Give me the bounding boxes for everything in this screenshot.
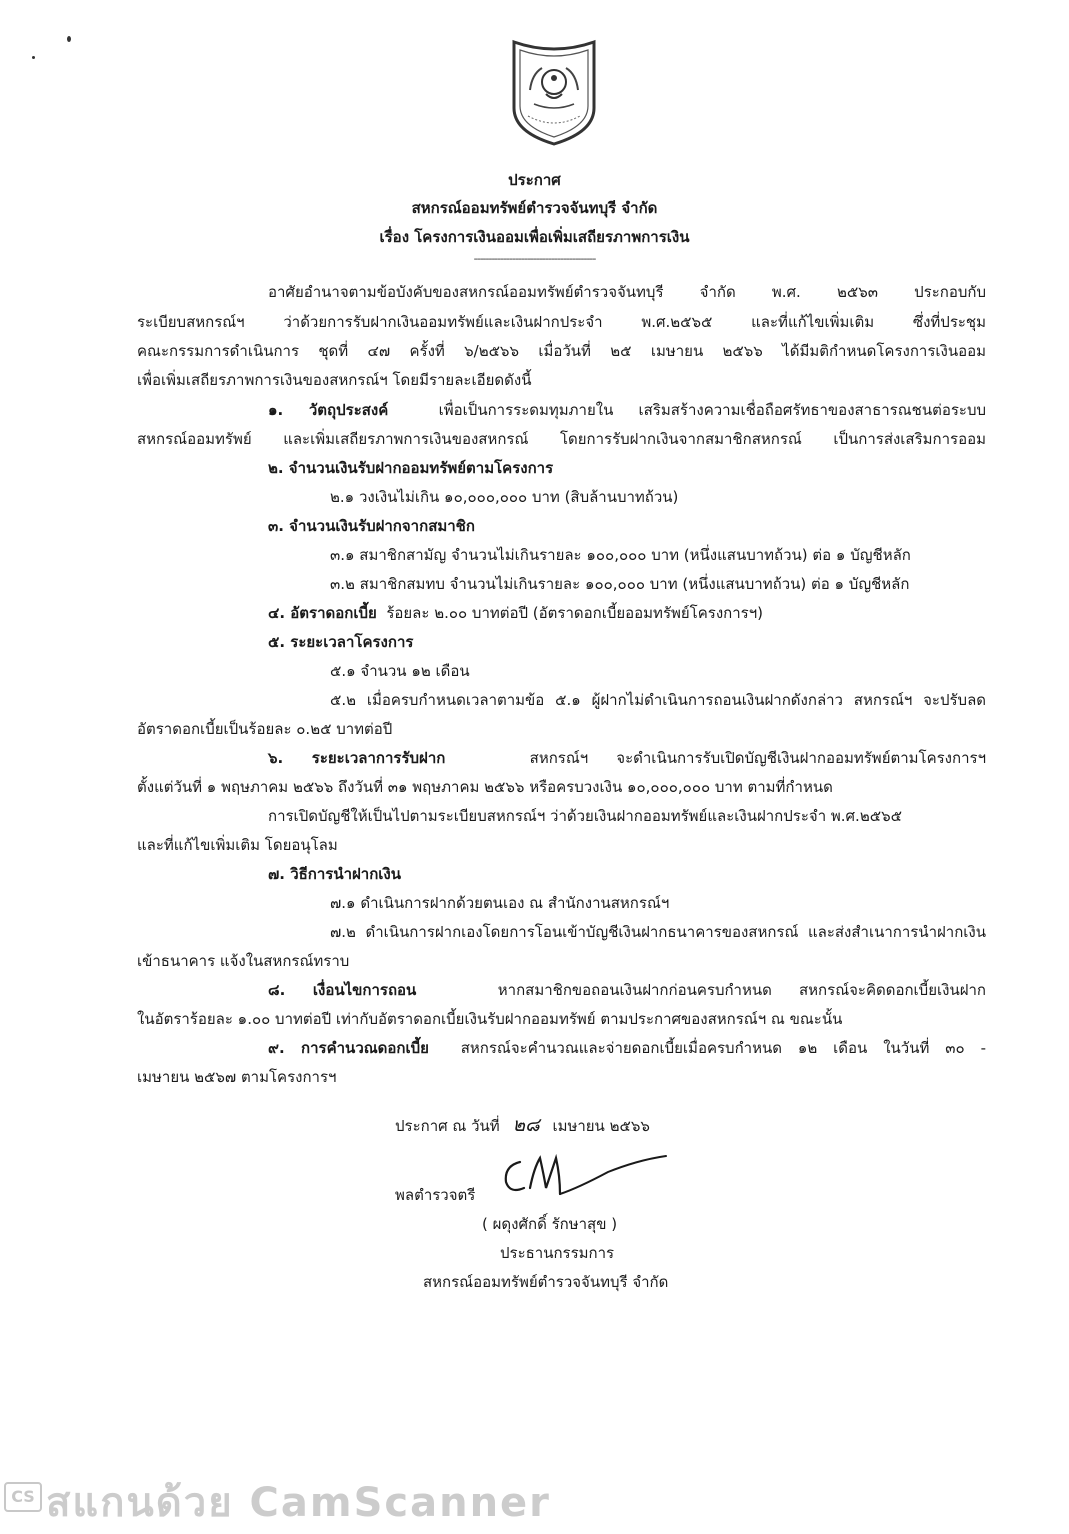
doc-org: สหกรณ์ออมทรัพย์ตำรวจจันทบุรี จำกัด [411,199,658,217]
section-5-heading: ๕. ระยะเวลาโครงการ [268,633,414,651]
section-5-item-2-cont: อัตราดอกเบี้ยเป็นร้อยละ ๐.๒๕ บาทต่อปี [137,720,393,738]
section-8-heading: ๘. เงื่อนไขการถอน [268,981,417,999]
camscanner-badge: CS [4,1482,42,1512]
section-6-line-4: และที่แก้ไขเพิ่มเติม โดยอนุโลม [137,836,338,854]
section-6-line-3: การเปิดบัญชีให้เป็นไปตามระเบียบสหกรณ์ฯ ว่าด้วยเงินฝากออมทรัพย์และเงินฝากประจำ พ.ศ.๒๕๖๕ [268,807,902,825]
announce-date-day: ๒๘ [512,1114,540,1136]
announce-date-prefix: ประกาศ ณ วันที่ [395,1117,500,1135]
section-6 [268,746,986,770]
section-5-item-2: ๕.๒ เมื่อครบกำหนดเวลาตามข้อ ๕.๑ ผู้ฝากไม่ดำเนินการถอนเงินฝากดังกล่าว สหกรณ์ฯ จะปรับลด [330,691,986,709]
section-6-heading: ๖. ระยะเวลาการรับฝาก [268,749,446,767]
camscanner-watermark: สแกนด้วย CamScanner [46,1480,551,1526]
section-3-item-2: ๓.๒ สมาชิกสมทบ จำนวนไม่เกินรายละ ๑๐๐,๐๐๐ บาท (หนึ่งแสนบาทถ้วน) ต่อ ๑ บัญชีหลัก [330,575,910,593]
coop-emblem-logo [508,38,600,146]
handwritten-signature [498,1148,668,1200]
section-8-text: หากสมาชิกขอถอนเงินฝากก่อนครบกำหนด สหกรณ์จะคิดดอกเบี้ยเงินฝาก [497,981,986,999]
section-6-line-2: ตั้งแต่วันที่ ๑ พฤษภาคม ๒๕๖๖ ถึงวันที่ ๓๑ พฤษภาคม ๒๕๖๖ หรือครบวงเงิน ๑๐,๐๐๐,๐๐๐ บาท ตามที่กำหนด [137,778,833,796]
doc-title: ประกาศ [508,171,561,189]
signer-position: ประธานกรรมการ [500,1244,615,1262]
section-5-item-1: ๕.๑ จำนวน ๑๒ เดือน [330,662,470,680]
signer-org: สหกรณ์ออมทรัพย์ตำรวจจันทบุรี จำกัด [423,1273,669,1291]
section-8-cont: ในอัตราร้อยละ ๑.๐๐ บาทต่อปี เท่ากับอัตราดอกเบี้ยเงินรับฝากออมทรัพย์ ตามประกาศของสหกรณ์ฯ ณ ขณะนั้น [137,1010,843,1028]
section-7-item-2-cont: เข้าธนาคาร แจ้งในสหกรณ์ทราบ [137,952,350,970]
header-divider: ----------------------------------------- [473,252,596,265]
section-9-cont: เมษายน ๒๕๖๗ ตามโครงการฯ [137,1068,337,1086]
section-3-heading: ๓. จำนวนเงินรับฝากจากสมาชิก [268,517,475,535]
signer-name: ( ผดุงศักดิ์ รักษาสุข ) [482,1215,618,1233]
section-1-text: เพื่อเป็นการระดมทุมภายใน เสริมสร้างความเชื่อถือศรัทธาของสาธารณชนต่อระบบ [438,401,986,419]
section-9-text: สหกรณ์จะคำนวณและจ่ายดอกเบี้ยเมื่อครบกำหนด ๑๒ เดือน ในวันที่ ๓๐ - [460,1039,986,1057]
intro-line-1: อาศัยอำนาจตามข้อบังคับของสหกรณ์ออมทรัพย์ตำรวจจันทบุรี จำกัด พ.ศ. ๒๕๖๓ ประกอบกับ [268,283,986,301]
section-1-heading: ๑. วัตถุประสงค์ [268,401,389,419]
intro-line-4: เพื่อเพิ่มเสถียรภาพการเงินของสหกรณ์ฯ โดยมีรายละเอียดดังนี้ [137,371,532,389]
section-9 [268,1036,986,1060]
section-6-text: สหกรณ์ฯ จะดำเนินการรับเปิดบัญชีเงินฝากออมทรัพย์ตามโครงการฯ [529,749,986,767]
section-4-text: ร้อยละ ๒.๐๐ บาทต่อปี (อัตราดอกเบี้ยออมทรัพย์โครงการฯ) [386,604,763,622]
scan-speck [67,36,71,42]
scan-speck [32,56,35,59]
announce-date-month-year: เมษายน ๒๕๖๖ [552,1117,650,1135]
intro-line-3: คณะกรรมการดำเนินการ ชุดที่ ๔๗ ครั้งที่ ๖/๒๕๖๖ เมื่อวันที่ ๒๕ เมษายน ๒๕๖๖ ได้มีมติกำหนดโครงการเงินออม [137,342,986,360]
signer-rank: พลตำรวจตรี [395,1186,476,1204]
section-7-item-1: ๗.๑ ดำเนินการฝากด้วยตนเอง ณ สำนักงานสหกรณ์ฯ [330,894,670,912]
section-1-cont: สหกรณ์ออมทรัพย์ และเพิ่มเสถียรภาพการเงินของสหกรณ์ โดยการรับฝากเงินจากสมาชิกสหกรณ์ เป็นการส่งเสริมการออม [137,430,986,448]
section-7-item-2: ๗.๒ ดำเนินการฝากเองโดยการโอนเข้าบัญชีเงินฝากธนาคารของสหกรณ์ และส่งสำเนาการนำฝากเงิน [330,923,986,941]
section-2-heading: ๒. จำนวนเงินรับฝากออมทรัพย์ตามโครงการ [268,459,554,477]
announce-date [395,1113,650,1137]
section-9-heading: ๙. การคำนวณดอกเบี้ย [268,1039,429,1057]
section-4-heading: ๔. อัตราดอกเบี้ย [268,604,377,622]
section-7-heading: ๗. วิธีการนำฝากเงิน [268,865,402,883]
section-8 [268,978,986,1002]
section-1 [268,398,986,422]
section-3-item-1: ๓.๑ สมาชิกสามัญ จำนวนไม่เกินรายละ ๑๐๐,๐๐๐ บาท (หนึ่งแสนบาทถ้วน) ต่อ ๑ บัญชีหลัก [330,546,911,564]
doc-subject: เรื่อง โครงการเงินออมเพื่อเพิ่มเสถียรภาพการเงิน [379,228,690,246]
intro-line-2: ระเบียบสหกรณ์ฯ ว่าด้วยการรับฝากเงินออมทรัพย์และเงินฝากประจำ พ.ศ.๒๕๖๕ และที่แก้ไขเพิ่มเติม ซึ่งที่ประชุม [137,313,986,331]
section-4 [268,601,763,625]
section-2-item-1: ๒.๑ วงเงินไม่เกิน ๑๐,๐๐๐,๐๐๐ บาท (สิบล้านบาทถ้วน) [330,488,679,506]
